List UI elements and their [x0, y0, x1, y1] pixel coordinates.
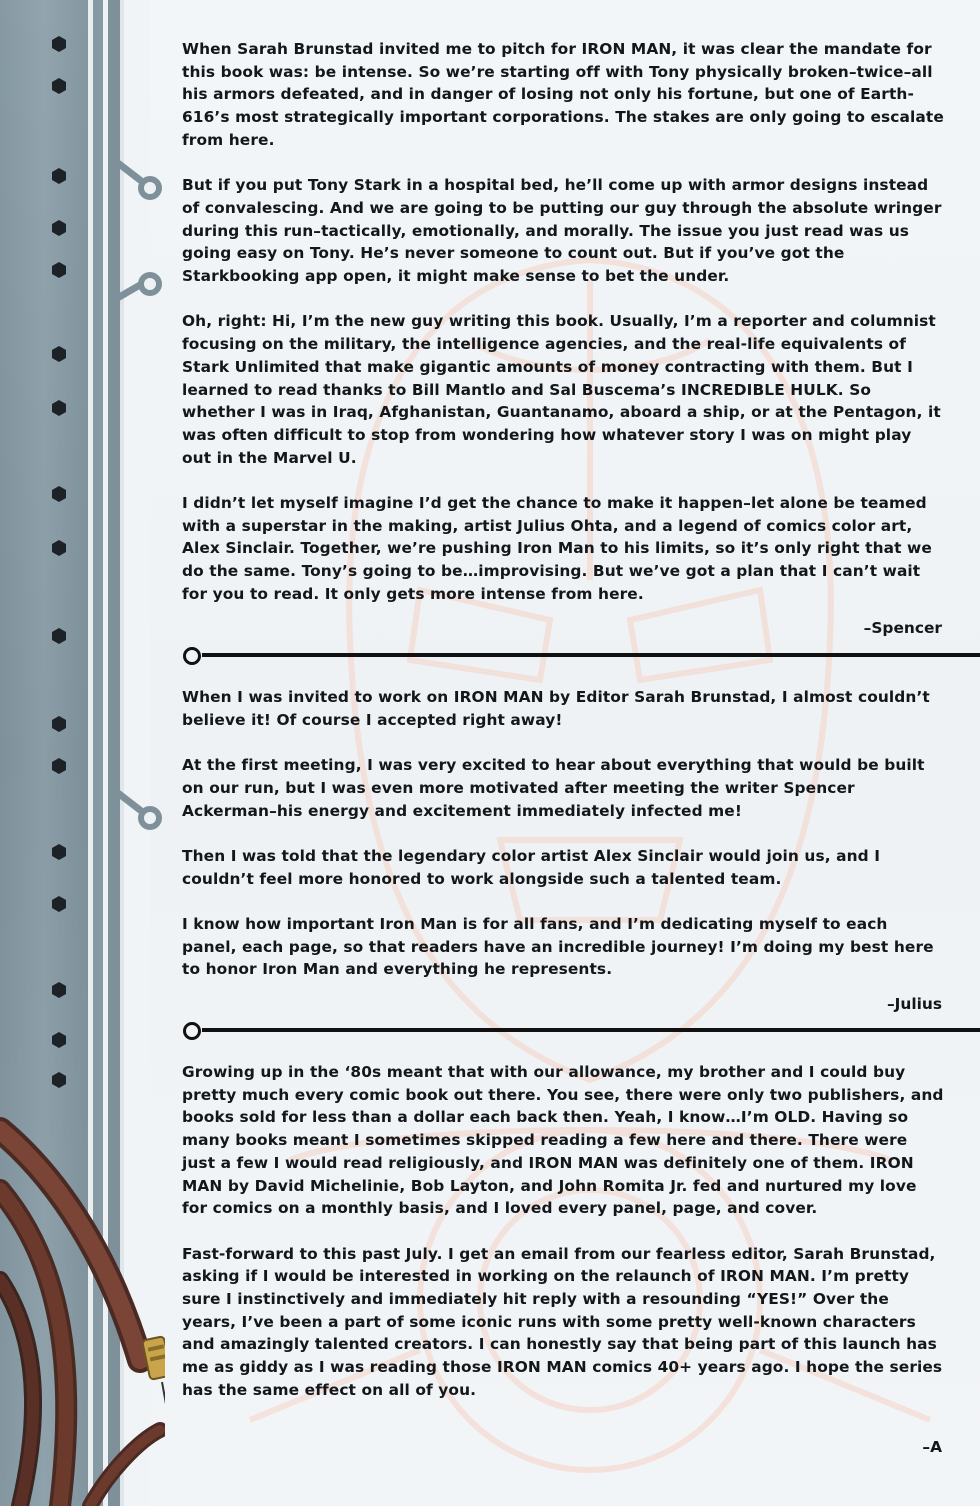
divider-knob-icon	[183, 1022, 201, 1040]
letter-julius	[182, 686, 944, 981]
letter-spencer	[182, 38, 944, 606]
divider-knob-icon	[183, 647, 201, 665]
letter-paragraph: I didn’t let myself imagine I’d get the chance to make it happen–let alone be teamed with a superstar in the making, artist Julius Ohta, and a legend of comics color art, Alex Sinclair. Together, we’re pushing Iron Man to his limits, so it’s only right that we do the same. Tony’s going to be…improvising. But we’ve got a plan that I can’t wait for you to read. It only gets more intense from here.	[182, 494, 932, 603]
letter-paragraph: When Sarah Brunstad invited me to pitch for IRON MAN, it was clear the mandate for this book was: be intense. So we’re starting off with Tony physically broken–twice–all his armors defeated, and in danger of losing not only his fortune, but one of Earth-616’s most strategically important corporations. The stakes are only going to escalate from here.	[182, 40, 944, 149]
circuit-node-icon	[141, 275, 159, 293]
letter-paragraph: Growing up in the ‘80s meant that with our allowance, my brother and I could buy pretty much every comic book out there. You see, there were only two publishers, and books sold for less than a dollar each back then. Yeah, I know…I’m OLD. Having so many books meant I sometimes skipped reading a few here and there. There were just a few I would read religiously, and IRON MAN was definitely one of them. IRON MAN by David Michelinie, Bob Layton, and John Romita Jr. fed and nurtured my love for comics on a monthly basis, and I loved every panel, page, and cover.	[182, 1063, 944, 1218]
letter-paragraph: I know how important Iron Man is for all fans, and I’m dedicating myself to each panel, each page, so that readers have an incredible journey! I’m doing my best here to honor Iron Man and everything he represents.	[182, 914, 934, 979]
letter-paragraph: When I was invited to work on IRON MAN by Editor Sarah Brunstad, I almost couldn’t believe it! Of course I accepted right away!	[182, 688, 930, 729]
section-divider	[183, 646, 980, 666]
signature: –A	[922, 1438, 942, 1456]
letter-alex	[182, 1061, 944, 1402]
letter-paragraph: But if you put Tony Stark in a hospital bed, he’ll come up with armor designs instead of convalescing. And we are going to be putting our guy through the absolute wringer during this run–tactically, emotionally, and morally. The issue you just read was us going easy on Tony. He’s never someone to count out. But if you’ve got the Starkbooking app open, it might make sense to bet the under.	[182, 176, 942, 286]
letter-paragraph: Fast-forward to this past July. I get an email from our fearless editor, Sarah Brunstad, asking if I would be interested in working on the relaunch of IRON MAN. I’m pretty sure I instinctively and immediately hit reply with a resounding “YES!” Over the years, I’ve been a part of some iconic runs with some pretty well-known characters and amazingly talented creators. I can honestly say that being part of this launch has me as giddy as I was reading those IRON MAN comics 40+ years ago. I hope the series has the same effect on all of you.	[182, 1244, 943, 1399]
letter-paragraph: At the first meeting, I was very excited to hear about everything that would be built on our run, but I was even more motivated after meeting the writer Spencer Ackerman–his energy and excitement immediately infected me!	[182, 756, 925, 820]
section-divider	[183, 1021, 980, 1041]
signature: –Spencer	[863, 619, 942, 637]
letter-paragraph: Oh, right: Hi, I’m the new guy writing this book. Usually, I’m a reporter and columnist focusing on the military, the intelligence agencies, and the real-life equivalents of Stark Unlimited that make gigantic amounts of money contracting with them. But I learned to read thanks to Bill Mantlo and Sal Buscema’s INCREDIBLE HULK. So whether I was in Iraq, Afghanistan, Guantanamo, aboard a ship, or at the Pentagon, it was often difficult to stop from wondering how whatever story I was on might play out in the Marvel U.	[182, 312, 941, 467]
left-steel-panel	[0, 0, 165, 1506]
letter-paragraph: Then I was told that the legendary color artist Alex Sinclair would join us, and I couldn’t feel more honored to work alongside such a talented team.	[182, 846, 881, 888]
circuit-node-icon	[141, 179, 159, 197]
signature: –Julius	[886, 995, 942, 1013]
circuit-node-icon	[141, 809, 159, 827]
